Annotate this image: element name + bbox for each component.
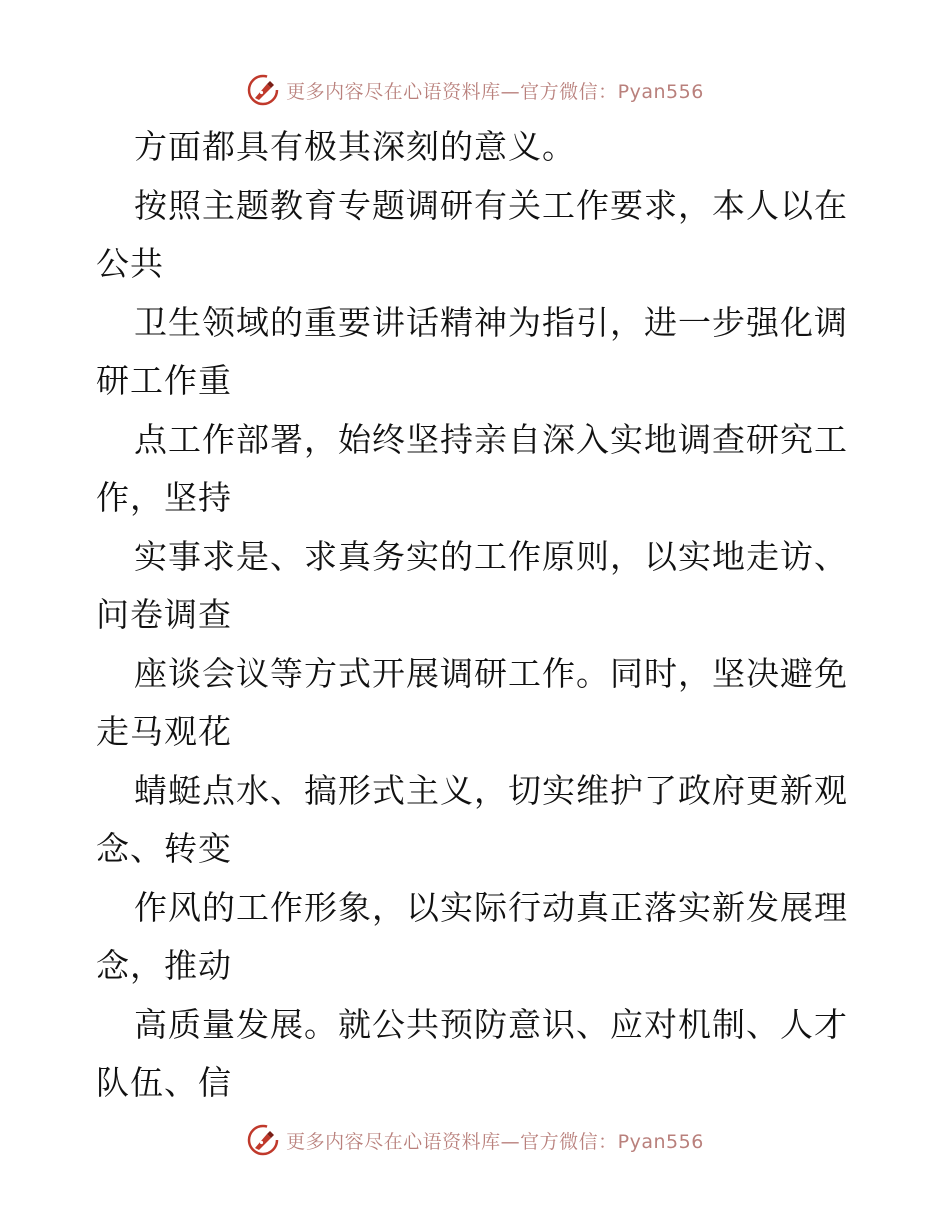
header-watermark [0, 68, 950, 112]
text-line: 按照主题教育专题调研有关工作要求，本人以在 [134, 185, 848, 225]
text-line: 公共 [96, 244, 164, 283]
text-line: 队伍、信 [96, 1063, 232, 1102]
text-line: 实事求是、求真务实的工作原则，以实地走访、 [134, 536, 848, 576]
text-line: 卫生领域的重要讲话精神为指引，进一步强化调 [134, 302, 848, 342]
text-line: 研工作重 [96, 361, 232, 400]
text-line: 高质量发展。就公共预防意识、应对机制、人才 [134, 1004, 848, 1044]
pen-nib-logo-icon [246, 73, 280, 107]
text-line: 点工作部署，始终坚持亲自深入实地调查研究工 [134, 419, 848, 459]
text-line: 座谈会议等方式开展调研工作。同时，坚决避免 [134, 653, 848, 693]
text-line: 作风的工作形象，以实际行动真正落实新发展理 [134, 887, 848, 927]
footer-watermark [0, 1118, 950, 1162]
text-line: 问卷调查 [96, 595, 232, 634]
text-line: 作，坚持 [96, 478, 232, 517]
text-line: 念，推动 [96, 946, 232, 985]
pen-nib-logo-icon [246, 1123, 280, 1157]
header-watermark-text: 更多内容尽在心语资料库—官方微信：Pyan556 [286, 80, 704, 103]
footer-watermark-text: 更多内容尽在心语资料库—官方微信：Pyan556 [286, 1130, 704, 1153]
text-line: 蜻蜓点水、搞形式主义，切实维护了政府更新观 [134, 770, 848, 810]
document-body [96, 118, 866, 1113]
text-line: 方面都具有极其深刻的意义。 [134, 127, 576, 166]
text-line: 走马观花 [96, 712, 232, 751]
text-line: 念、转变 [96, 829, 232, 868]
